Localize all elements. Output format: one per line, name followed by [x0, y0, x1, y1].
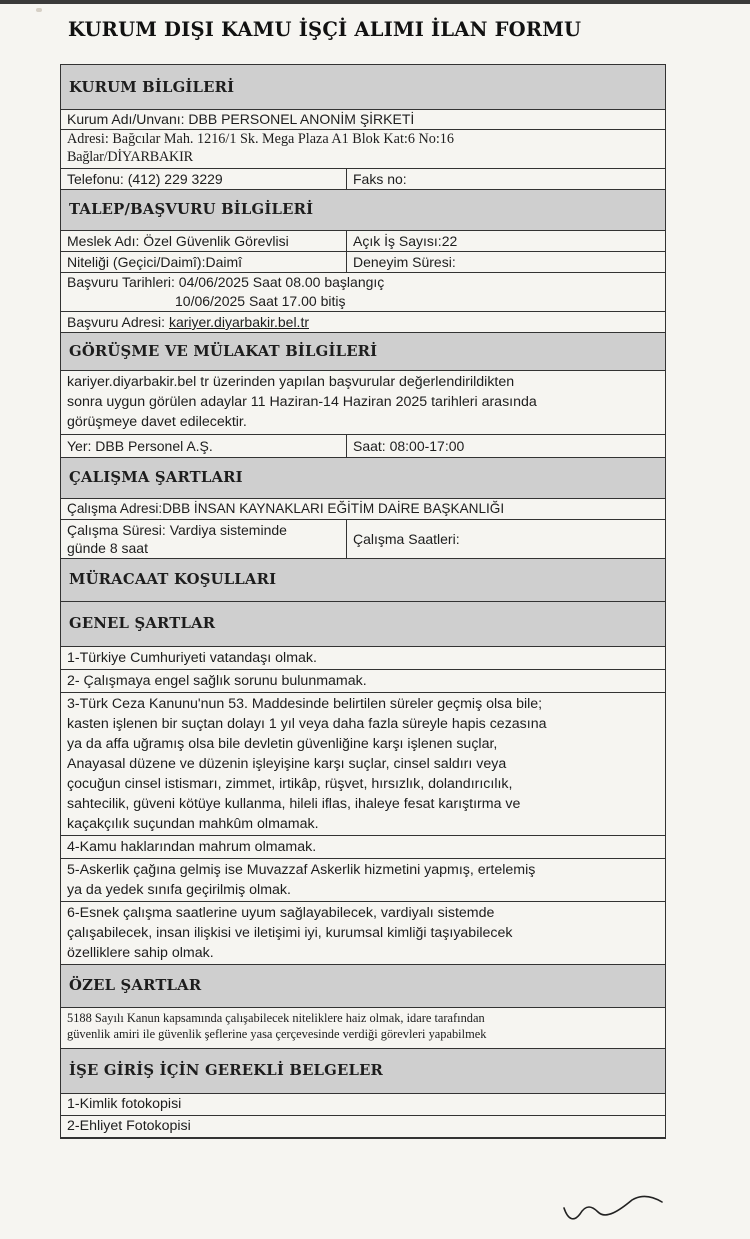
interview-place-time-row	[61, 435, 665, 458]
application-address-link[interactable]: kariyer.diyarbakir.bel.tr	[168, 314, 309, 330]
general-condition-line: çalışabilecek, insan ilişkisi ve iletişimi iyi, kurumsal kimliği taşıyabilecek	[67, 925, 513, 941]
required-documents-list	[61, 1094, 665, 1138]
general-condition-line: sahtecilik, güveni kötüye kullanma, hileli iflas, ihaleye fesat karıştırma ve	[67, 796, 521, 812]
special-conditions-line-1: 5188 Sayılı Kanun kapsamında çalışabilecek niteliklere haiz olmak, idare tarafından	[67, 1011, 485, 1025]
work-duration-line-2: günde 8 saat	[67, 540, 148, 556]
general-condition-line: 1-Türkiye Cumhuriyeti vatandaşı olmak.	[67, 650, 317, 666]
general-condition-line: Anayasal düzene ve düzenin işleyişine karşı suçlar, cinsel saldırı veya	[67, 756, 507, 772]
nature-row	[61, 252, 665, 273]
occupation-name: Meslek Adı: Özel Güvenlik Görevlisi	[61, 231, 347, 251]
open-job-count: Açık İş Sayısı:22	[353, 233, 458, 249]
work-duration-row	[61, 520, 665, 559]
phone-fax-row	[61, 169, 665, 190]
application-dates-line-2: 10/06/2025 Saat 17.00 bitiş	[175, 293, 346, 309]
interview-time: Saat: 08:00-17:00	[353, 438, 465, 454]
section-header-belgeler: İŞE GİRİŞ İÇİN GEREKLİ BELGELER	[61, 1049, 665, 1094]
institution-address	[61, 130, 665, 169]
special-conditions-line-2: güvenlik amiri ile güvenlik şeflerine yasa çerçevesinde verdiği görevleri yapabilmek	[67, 1027, 487, 1041]
general-condition-item	[61, 836, 665, 859]
institution-fax: Faks no:	[353, 171, 407, 187]
institution-name	[61, 110, 665, 130]
paper-speck	[36, 8, 42, 12]
work-duration-line-1: Çalışma Süresi: Vardiya sisteminde	[67, 522, 287, 538]
general-condition-item	[61, 647, 665, 670]
interview-text-line-1: kariyer.diyarbakir.bel tr üzerinden yapılan başvurular değerlendirildikten	[67, 374, 515, 390]
required-document-item: 2-Ehliyet Fotokopisi	[61, 1116, 665, 1138]
general-condition-line: kasten işlenen bir suçtan dolayı 1 yıl veya daha fazla süreyle hapis cezasına	[67, 716, 547, 732]
institution-name-label: Kurum Adı/Unvanı:	[67, 111, 189, 127]
signature-scribble	[560, 1186, 670, 1226]
general-condition-item	[61, 859, 665, 902]
job-nature: Niteliği (Geçici/Daimî):Daimî	[61, 252, 347, 272]
section-header-ozel: ÖZEL ŞARTLAR	[61, 965, 665, 1008]
experience-duration: Deneyim Süresi:	[353, 254, 456, 270]
section-header-talep: TALEP/BAŞVURU BİLGİLERİ	[61, 190, 665, 231]
general-condition-line: 6-Esnek çalışma saatlerine uyum sağlayabilecek, vardiyalı sistemde	[67, 905, 495, 921]
special-conditions-text	[61, 1008, 665, 1049]
interview-text-line-3: görüşmeye davet edilecektir.	[67, 414, 247, 430]
top-edge-bar	[0, 0, 750, 4]
occupation-row	[61, 231, 665, 252]
work-address: Çalışma Adresi:DBB İNSAN KAYNAKLARI EĞİTİM DAİRE BAŞKANLIĞI	[61, 499, 665, 520]
application-dates-line-1: Başvuru Tarihleri: 04/06/2025 Saat 08.00 başlangıç	[67, 274, 385, 290]
application-address-label: Başvuru Adresi:	[67, 314, 169, 330]
institution-name-value: DBB PERSONEL ANONİM ŞİRKETİ	[188, 111, 415, 127]
form-title: KURUM DIŞI KAMU İŞÇİ ALIMI İLAN FORMU	[68, 18, 582, 41]
general-condition-line: ya da affa uğramış olsa bile devletin güvenliğine karşı işlenen suçlar,	[67, 736, 498, 752]
application-address	[61, 312, 665, 333]
general-condition-item	[61, 693, 665, 836]
general-condition-line: kaçakçılık suçundan mahkûm olmamak.	[67, 816, 319, 832]
general-condition-line: 5-Askerlik çağına gelmiş ise Muvazzaf Askerlik hizmetini yapmış, ertelemiş	[67, 862, 536, 878]
interview-info-text	[61, 371, 665, 435]
section-header-genel: GENEL ŞARTLAR	[61, 602, 665, 647]
section-header-calisma: ÇALIŞMA ŞARTLARI	[61, 458, 665, 499]
general-condition-item	[61, 902, 665, 965]
section-header-kurum: KURUM BİLGİLERİ	[61, 65, 665, 110]
institution-address-line-2: Bağlar/DİYARBAKIR	[67, 149, 193, 165]
section-header-muracaat: MÜRACAAT KOŞULLARI	[61, 559, 665, 602]
application-dates	[61, 273, 665, 312]
work-hours: Çalışma Saatleri:	[353, 531, 460, 547]
general-condition-line: 2- Çalışmaya engel sağlık sorunu bulunmamak.	[67, 673, 367, 689]
general-condition-line: çocuğun cinsel istismarı, zimmet, irtikâp, rüşvet, hırsızlık, dolandırıcılık,	[67, 776, 513, 792]
general-condition-line: özelliklere sahip olmak.	[67, 945, 214, 961]
general-condition-item	[61, 670, 665, 693]
general-condition-line: 3-Türk Ceza Kanunu'nun 53. Maddesinde belirtilen süreler geçmiş olsa bile;	[67, 696, 543, 712]
announcement-form-table	[60, 64, 666, 1139]
general-condition-line: 4-Kamu haklarından mahrum olmamak.	[67, 839, 317, 855]
institution-phone: Telefonu: (412) 229 3229	[61, 169, 347, 189]
section-header-gorusme: GÖRÜŞME VE MÜLAKAT BİLGİLERİ	[61, 333, 665, 371]
general-conditions-list	[61, 647, 665, 965]
institution-address-line-1: Adresi: Bağcılar Mah. 1216/1 Sk. Mega Plaza A1 Blok Kat:6 No:16	[67, 131, 454, 147]
interview-place: Yer: DBB Personel A.Ş.	[61, 435, 347, 457]
required-document-item: 1-Kimlik fotokopisi	[61, 1094, 665, 1116]
interview-text-line-2: sonra uygun görülen adaylar 11 Haziran-14 Haziran 2025 tarihleri arasında	[67, 394, 537, 410]
work-duration	[61, 520, 347, 558]
general-condition-line: ya da yedek sınıfa geçirilmiş olmak.	[67, 882, 291, 898]
